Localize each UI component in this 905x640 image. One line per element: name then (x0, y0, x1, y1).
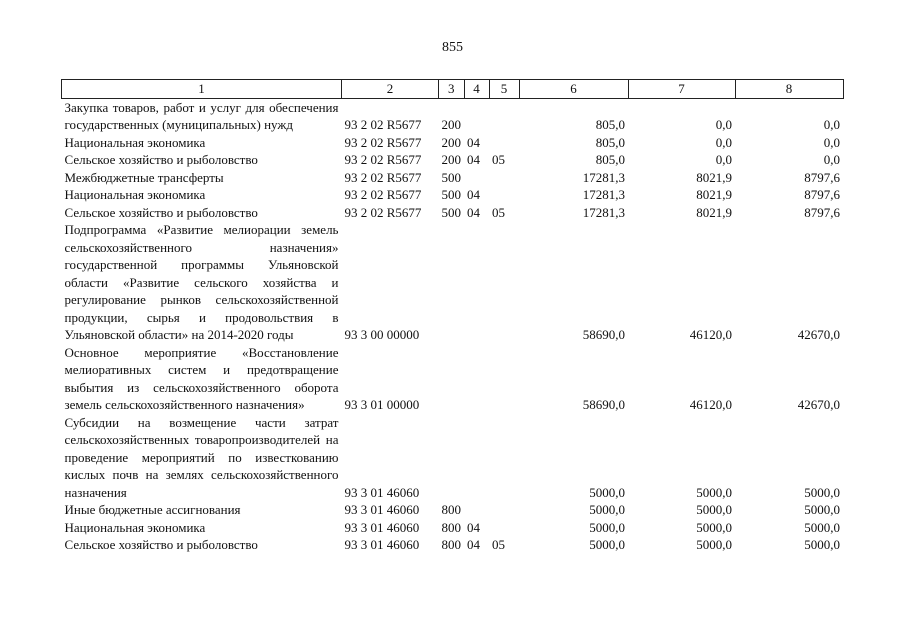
table-row (62, 519, 844, 537)
table-row (62, 134, 844, 152)
section-code (464, 221, 489, 344)
expense-type-code (439, 344, 465, 414)
column-header: 3 (439, 80, 465, 99)
amount-col-6: 5000,0 (589, 537, 625, 552)
target-article-code: 93 2 02 R5677 (344, 117, 422, 132)
row-name: Иные бюджетные ассигнования (64, 502, 241, 517)
amount-col-8: 42670,0 (797, 397, 840, 412)
amount-col-8: 8797,6 (804, 204, 840, 220)
target-article-code: 93 2 02 R5677 (344, 134, 422, 150)
section-code (464, 501, 489, 519)
subsection-code (489, 221, 519, 344)
amount-col-6: 5000,0 (589, 484, 625, 500)
amount-col-8: 42670,0 (797, 327, 840, 342)
column-header: 7 (628, 80, 735, 99)
amount-col-7: 5000,0 (696, 502, 732, 517)
row-name: Сельское хозяйство и рыболовство (64, 537, 258, 552)
subsection-code: 05 (492, 152, 505, 167)
section-code (464, 98, 489, 134)
amount-col-6: 5000,0 (589, 502, 625, 517)
target-article-code: 93 3 01 46060 (344, 502, 420, 517)
table-row (62, 414, 844, 502)
amount-col-8: 5000,0 (804, 537, 840, 552)
section-code (464, 344, 489, 414)
expense-type-code: 200 (441, 152, 461, 167)
section-code: 04 (467, 519, 480, 535)
subsection-code (489, 519, 519, 537)
amount-col-6: 805,0 (595, 117, 625, 132)
section-code: 04 (467, 152, 480, 167)
row-name: Межбюджетные трансферты (64, 169, 224, 185)
amount-col-7: 8021,9 (696, 169, 732, 185)
target-article-code: 93 3 01 00000 (344, 397, 420, 412)
column-header: 4 (464, 80, 489, 99)
amount-col-6: 58690,0 (582, 397, 625, 412)
amount-col-7: 0,0 (715, 117, 732, 132)
target-article-code: 93 2 02 R5677 (344, 169, 422, 185)
target-article-code: 93 3 01 46060 (344, 519, 420, 535)
subsection-code (489, 414, 519, 502)
table-header-row (62, 80, 844, 99)
amount-col-6: 805,0 (595, 134, 625, 150)
table-row (62, 98, 844, 134)
table-row (62, 344, 844, 414)
column-header: 6 (519, 80, 628, 99)
row-name: Национальная экономика (64, 519, 206, 535)
expense-type-code: 800 (441, 502, 461, 517)
subsection-code (489, 186, 519, 204)
budget-table (61, 79, 844, 554)
subsection-code (489, 98, 519, 134)
target-article-code: 93 3 01 46060 (344, 537, 420, 552)
section-code: 04 (467, 134, 480, 150)
amount-col-7: 5000,0 (696, 484, 732, 500)
amount-col-8: 5000,0 (804, 519, 840, 535)
section-code: 04 (467, 187, 480, 202)
column-header: 2 (342, 80, 439, 99)
row-name: Национальная экономика (64, 134, 206, 150)
row-name: Сельское хозяйство и рыболовство (64, 152, 258, 167)
amount-col-7: 5000,0 (696, 519, 732, 535)
amount-col-6: 17281,3 (582, 187, 625, 202)
amount-col-7: 8021,9 (696, 204, 732, 220)
row-name: Национальная экономика (64, 187, 206, 202)
row-name: Основное мероприятие «Восстановление мелиоративных систем и предотвращение выбытия из сельскохозяйственного оборота земель сельскохозяйственного назначения» (64, 344, 339, 412)
table-row (62, 169, 844, 187)
amount-col-7: 8021,9 (696, 187, 732, 202)
table-row (62, 536, 844, 554)
amount-col-8: 8797,6 (804, 169, 840, 185)
amount-col-6: 58690,0 (582, 327, 625, 342)
amount-col-6: 805,0 (595, 152, 625, 167)
column-header: 5 (489, 80, 519, 99)
subsection-code: 05 (492, 204, 505, 220)
section-code: 04 (467, 204, 480, 220)
expense-type-code: 800 (441, 537, 461, 552)
target-article-code: 93 3 01 46060 (344, 484, 420, 500)
amount-col-8: 0,0 (823, 152, 840, 167)
page-number: 855 (442, 40, 463, 55)
expense-type-code: 200 (441, 117, 461, 132)
expense-type-code (439, 414, 465, 502)
section-code (464, 169, 489, 187)
expense-type-code: 500 (441, 169, 461, 185)
amount-col-7: 5000,0 (696, 537, 732, 552)
target-article-code: 93 2 02 R5677 (344, 204, 422, 220)
section-code: 04 (467, 537, 480, 552)
amount-col-7: 0,0 (715, 134, 732, 150)
expense-type-code: 200 (441, 134, 461, 150)
subsection-code (489, 501, 519, 519)
row-name: Сельское хозяйство и рыболовство (64, 204, 258, 220)
subsection-code (489, 134, 519, 152)
column-header: 1 (62, 80, 342, 99)
amount-col-7: 0,0 (715, 152, 732, 167)
amount-col-7: 46120,0 (689, 327, 732, 342)
table-row (62, 151, 844, 169)
expense-type-code: 500 (441, 187, 461, 202)
section-code (464, 414, 489, 502)
expense-type-code: 500 (441, 204, 461, 220)
amount-col-8: 8797,6 (804, 187, 840, 202)
subsection-code (489, 344, 519, 414)
subsection-code (489, 169, 519, 187)
target-article-code: 93 2 02 R5677 (344, 152, 422, 167)
table-row (62, 204, 844, 222)
amount-col-7: 46120,0 (689, 397, 732, 412)
column-header: 8 (735, 80, 843, 99)
target-article-code: 93 3 00 00000 (344, 327, 420, 342)
row-name: Закупка товаров, работ и услуг для обеспечения государственных (муниципальных) нужд (64, 99, 339, 132)
row-name: Подпрограмма «Развитие мелиорации земель сельскохозяйственного назначения» государственной программы Ульяновской области «Развитие сельского хозяйства и регулирование рынков сельскохозяйственной продукции, сырья и продовольствия в Ульяновской области» на 2014-2020 годы (64, 222, 339, 342)
table-row (62, 186, 844, 204)
row-name: Субсидии на возмещение части затрат сельскохозяйственных товаропроизводителей на проведение мероприятий по известкованию кислых почв на землях сельскохозяйственного назначения (64, 414, 339, 500)
amount-col-8: 0,0 (823, 117, 840, 132)
table-row (62, 221, 844, 344)
amount-col-6: 5000,0 (589, 519, 625, 535)
expense-type-code: 800 (441, 519, 461, 535)
subsection-code: 05 (492, 537, 505, 552)
amount-col-8: 0,0 (823, 134, 840, 150)
table-row (62, 501, 844, 519)
target-article-code: 93 2 02 R5677 (344, 187, 422, 202)
amount-col-6: 17281,3 (582, 169, 625, 185)
amount-col-8: 5000,0 (804, 502, 840, 517)
expense-type-code (439, 221, 465, 344)
amount-col-6: 17281,3 (582, 204, 625, 220)
amount-col-8: 5000,0 (804, 484, 840, 500)
